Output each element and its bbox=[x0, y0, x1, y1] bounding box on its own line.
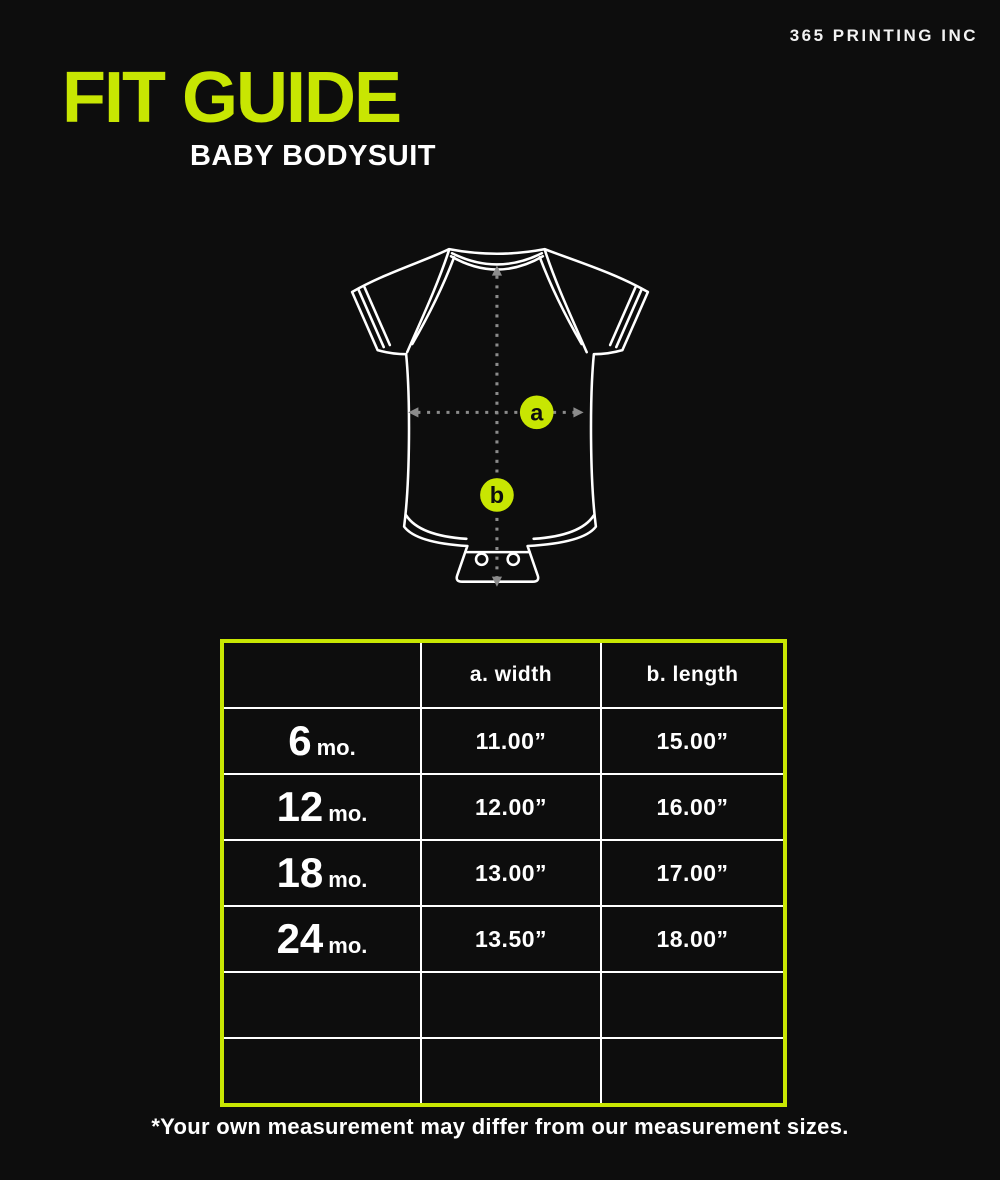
size-chart-table bbox=[220, 639, 787, 1107]
right-armhole-seam bbox=[545, 250, 587, 352]
page-subtitle: BABY BODYSUIT bbox=[189, 140, 436, 172]
left-armhole-seam bbox=[407, 250, 449, 352]
header bbox=[62, 58, 438, 173]
length-cell: 17.00” bbox=[601, 840, 785, 906]
table-row bbox=[222, 774, 785, 840]
size-cell bbox=[222, 906, 421, 972]
left-shoulder-flap-edge bbox=[412, 257, 454, 344]
table-row bbox=[222, 906, 785, 972]
header-size-cell bbox=[222, 641, 421, 708]
size-cell bbox=[222, 972, 421, 1038]
marker-b-label: b bbox=[489, 482, 505, 509]
width-cell: 13.00” bbox=[421, 840, 601, 906]
header-width-cell: a. width bbox=[421, 641, 601, 708]
table-row-empty bbox=[222, 972, 785, 1038]
size-cell bbox=[222, 1038, 421, 1105]
size-number: 18 bbox=[276, 849, 324, 896]
length-cell bbox=[601, 972, 785, 1038]
width-cell bbox=[421, 1038, 601, 1105]
width-cell: 11.00” bbox=[421, 708, 601, 774]
size-cell bbox=[222, 840, 421, 906]
length-cell: 16.00” bbox=[601, 774, 785, 840]
bodysuit-outline bbox=[352, 249, 648, 582]
arrow-right-icon bbox=[573, 407, 583, 417]
page-title: FIT GUIDE bbox=[62, 58, 400, 138]
footnote: *Your own measurement may differ from our measurement sizes. bbox=[151, 1114, 849, 1139]
width-cell: 12.00” bbox=[421, 774, 601, 840]
width-cell: 13.50” bbox=[421, 906, 601, 972]
snap-left bbox=[476, 554, 487, 565]
length-cell: 15.00” bbox=[601, 708, 785, 774]
size-number: 12 bbox=[276, 783, 324, 830]
table-row bbox=[222, 708, 785, 774]
table-row-empty bbox=[222, 1038, 785, 1105]
size-number: 6 bbox=[288, 717, 312, 764]
length-cell bbox=[601, 1038, 785, 1105]
size-number: 24 bbox=[276, 915, 324, 962]
table-header-row bbox=[222, 641, 785, 708]
bodysuit-measurement-diagram bbox=[347, 244, 653, 596]
brand-name: 365 PRINTING INC bbox=[789, 26, 978, 45]
size-unit: mo. bbox=[328, 867, 368, 892]
header-length-cell: b. length bbox=[601, 641, 785, 708]
table-row bbox=[222, 840, 785, 906]
width-cell bbox=[421, 972, 601, 1038]
marker-a-label: a bbox=[530, 399, 544, 426]
size-unit: mo. bbox=[316, 735, 356, 760]
size-unit: mo. bbox=[328, 933, 368, 958]
snap-right bbox=[508, 554, 519, 565]
right-shoulder-flap-edge bbox=[540, 257, 582, 344]
size-unit: mo. bbox=[328, 801, 368, 826]
length-cell: 18.00” bbox=[601, 906, 785, 972]
size-cell bbox=[222, 774, 421, 840]
size-cell bbox=[222, 708, 421, 774]
